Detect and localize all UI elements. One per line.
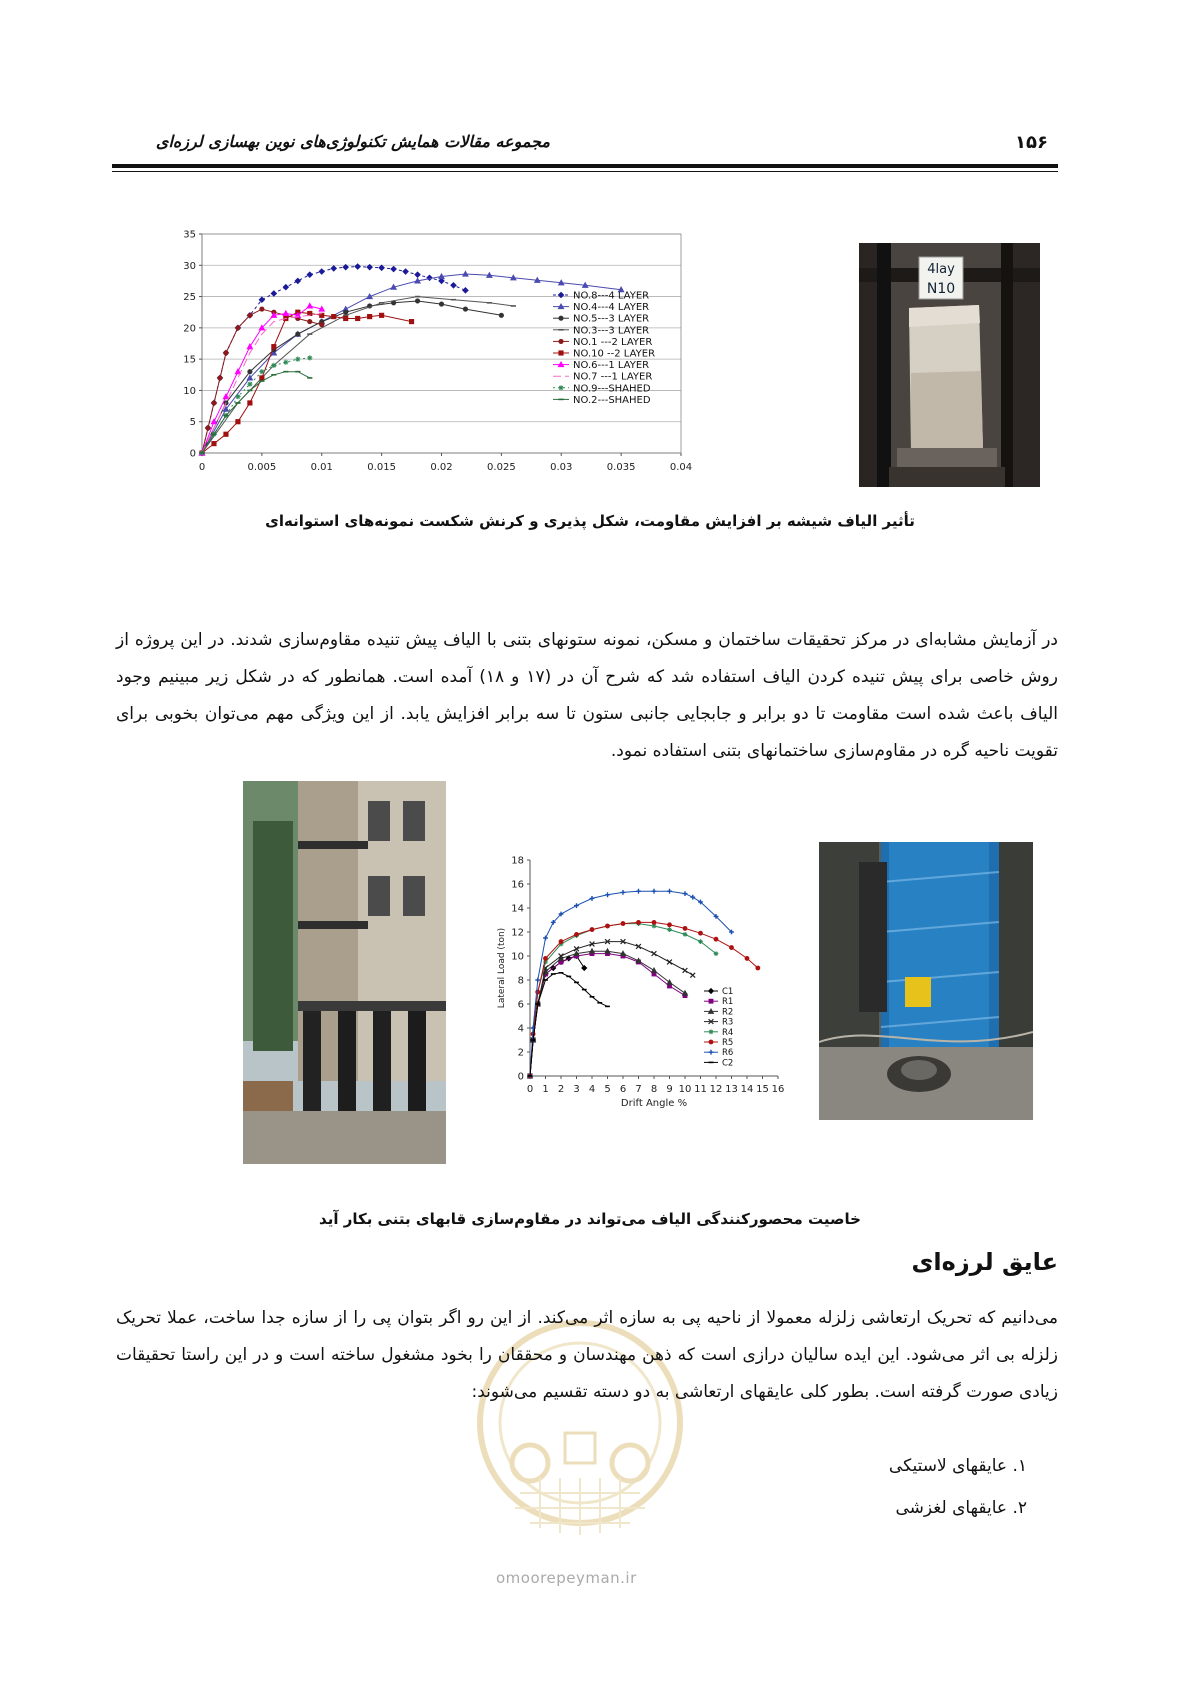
x-tick-label: 10 [678, 1084, 692, 1095]
data-point [690, 973, 695, 978]
data-point [544, 956, 548, 960]
y-tick-label: 10 [511, 951, 524, 963]
data-point [218, 376, 222, 380]
legend-marker [709, 989, 714, 994]
data-point [559, 280, 564, 285]
legend-label: NO.3---3 LAYER [573, 325, 650, 337]
x-tick-label: 0.005 [247, 462, 277, 473]
x-tick-label: 2 [557, 1084, 565, 1095]
data-point [379, 302, 384, 304]
data-point [605, 892, 610, 897]
y-tick-label: 12 [511, 927, 524, 939]
data-point [307, 303, 312, 308]
data-point [652, 889, 657, 894]
data-point [535, 1003, 540, 1005]
legend-marker [709, 1040, 713, 1044]
legend-marker [709, 1050, 714, 1055]
data-point [248, 313, 252, 317]
data-point [307, 355, 312, 360]
x-tick-label: 6 [619, 1084, 627, 1095]
data-point [667, 927, 672, 932]
data-point [295, 357, 300, 362]
x-tick-label: 4 [588, 1084, 596, 1095]
x-tick-label: 11 [694, 1084, 707, 1095]
data-point [212, 401, 216, 405]
data-point [451, 299, 456, 301]
data-point [391, 266, 396, 271]
data-point [683, 932, 688, 937]
legend-label: R2 [722, 1007, 734, 1018]
data-point [667, 960, 672, 965]
data-point [199, 452, 204, 454]
data-point [247, 390, 252, 392]
data-point [528, 1075, 533, 1077]
data-point [756, 966, 760, 970]
photo-building-retrofit [243, 781, 446, 1164]
data-point [574, 903, 579, 908]
data-point [307, 272, 312, 277]
data-point [211, 433, 216, 435]
legend-marker [558, 385, 563, 390]
legend [704, 987, 733, 1068]
legend-marker [709, 1029, 714, 1034]
data-point [259, 297, 264, 302]
y-tick-label: 20 [183, 323, 196, 335]
figure1-caption: تأثیر الیاف شیشه بر افزایش مقاومت، شکل پذیری و کرنش شکست نمونه‌های استوانه‌ای [265, 512, 915, 530]
legend-label: R4 [722, 1027, 734, 1038]
data-point [590, 949, 595, 953]
legend-label: R5 [722, 1037, 734, 1048]
data-point [597, 1002, 602, 1004]
data-point [236, 326, 240, 330]
data-point [652, 968, 657, 972]
data-point [248, 401, 252, 405]
data-point [511, 305, 516, 307]
legend-label: NO.7 ---1 LAYER [573, 371, 653, 383]
legend-label: R3 [722, 1017, 734, 1028]
series-r3 [528, 939, 696, 1078]
data-point [403, 269, 408, 274]
data-point [367, 294, 372, 299]
data-point [415, 272, 420, 277]
data-point [355, 264, 360, 269]
data-point [543, 979, 548, 981]
data-point [683, 926, 687, 930]
x-tick-label: 0.025 [487, 462, 516, 473]
data-point [206, 426, 210, 430]
legend-label: NO.8---4 LAYER [573, 290, 650, 302]
y-tick-label: 16 [511, 879, 524, 891]
data-point [296, 332, 300, 336]
x-tick-label: 1 [542, 1084, 549, 1095]
series-line [530, 956, 584, 1076]
data-point [295, 371, 300, 373]
data-point [574, 951, 579, 955]
data-point [463, 288, 468, 293]
legend-marker [559, 316, 563, 320]
data-point [499, 313, 503, 317]
y-tick-label: 15 [183, 354, 196, 366]
data-point [636, 889, 641, 894]
data-point [439, 302, 443, 306]
data-point [621, 951, 626, 955]
x-tick-label: 9 [666, 1084, 673, 1095]
data-point [652, 951, 657, 956]
list-item-sliding-isolators: ۲. عایقهای لغزشی [895, 1498, 1027, 1518]
y-tick-label: 6 [517, 999, 524, 1011]
data-point [535, 278, 540, 283]
x-tick-label: 0 [198, 462, 206, 473]
x-tick-label: 8 [650, 1084, 658, 1095]
data-point [590, 928, 594, 932]
watermark-site: omoorepeyman.ir [496, 1569, 637, 1587]
data-point [235, 402, 240, 404]
y-tick-label: 5 [189, 417, 196, 429]
running-title: مجموعه مقالات همایش تکنولوژی‌های نوین بهسازی لرزه‌ای [155, 132, 550, 151]
chart-stress-strain [175, 228, 750, 486]
y-tick-label: 2 [517, 1047, 524, 1059]
header-rule-thin [112, 171, 1058, 172]
series-c2 [528, 972, 610, 1077]
data-point [427, 275, 432, 280]
paragraph-seismic-isolation: می‌دانیم که تحریک ارتعاشی زلزله معمولا از ناحیه پی به سازه اثر می‌کند. از این رو اگر بتوان پی را از سازه جدا ساخت، عملا تحریک زلزله بی اثر می‌شود. این ایده سالیان درازی است که ذهن مهندسان و محققان را بخود مشغول ساخته است و در این راستا تحقیقات زیادی صورت گرفته است. بطور کلی عایقهای ارتعاشی به دو دسته تقسیم می‌شوند: [116, 1308, 1058, 1402]
data-point [391, 285, 396, 290]
data-point [636, 958, 641, 962]
data-point [690, 895, 695, 900]
x-tick-label: 0.02 [430, 462, 453, 473]
data-point [320, 323, 324, 327]
data-point [583, 283, 588, 288]
series-no-10-2-layer [200, 310, 414, 455]
data-point [621, 890, 626, 895]
photo-column-test-setup [819, 842, 1033, 1120]
x-tick-label: 3 [573, 1084, 580, 1095]
data-point [582, 966, 587, 971]
x-tick-label: 16 [771, 1084, 785, 1095]
data-point [714, 937, 718, 941]
data-point [652, 920, 656, 924]
paragraph-prestressed-fibers: در آزمایش مشابه‌ای در مرکز تحقیقات ساختمان و مسکن، نمونه ستونهای بتنی با الیاف پیش تنیده مقاوم‌سازی شدند. در این پروژه از روش خاصی برای پیش تنیده کردن الیاف استفاده شد که شرح آن در (۱۷ و ۱۸) آمده است. همانطور که در شکل زیر مبینیم وجود الیاف باعث شده است مقاومت تا دو برابر و جابجایی جانبی ستون تا سه برابر افزایش یابد. از این ویژگی مهم می‌توان بخوبی برای تقویت ناحیه گره در مقاوم‌سازی ساختمانهای بتنی استفاده نمود. [116, 630, 1058, 761]
data-point [559, 940, 563, 944]
series-r1 [528, 952, 687, 1078]
data-point [621, 922, 625, 926]
data-point [271, 374, 276, 376]
data-point [415, 278, 420, 283]
y-tick-label: 14 [511, 903, 524, 915]
series-no-8-4-layer [199, 264, 468, 456]
series-no-9-shahed [199, 355, 312, 455]
data-point [566, 976, 571, 978]
data-point [212, 442, 216, 446]
data-point [344, 310, 348, 314]
data-point [511, 275, 516, 280]
y-tick-label: 8 [517, 975, 524, 987]
series-line [530, 942, 693, 1076]
data-point [260, 376, 264, 380]
y-tick-label: 18 [511, 855, 524, 867]
series-line [530, 924, 716, 1076]
y-tick-label: 4 [517, 1023, 524, 1035]
y-tick-label: 35 [183, 229, 196, 241]
data-point [463, 271, 468, 276]
data-point [605, 1006, 610, 1008]
data-point [248, 370, 252, 374]
data-point [247, 344, 252, 349]
data-point [667, 889, 672, 894]
data-point [451, 283, 456, 288]
data-point [295, 278, 300, 283]
data-point [260, 307, 264, 311]
data-point [356, 316, 360, 320]
data-point [590, 996, 595, 998]
series-r6 [528, 889, 734, 1079]
data-point [380, 313, 384, 317]
x-axis-title: Drift Angle % [620, 1098, 688, 1109]
data-point [211, 419, 216, 424]
data-point [307, 377, 312, 379]
x-tick-label: 0.01 [310, 462, 333, 473]
data-point [283, 285, 288, 290]
legend [553, 291, 655, 406]
data-point [331, 266, 336, 271]
data-point [283, 360, 288, 365]
x-tick-label: 0.04 [669, 462, 693, 473]
data-point [332, 315, 336, 319]
photo-label-top: 4lay [927, 262, 955, 277]
data-point [531, 1039, 536, 1041]
y-tick-label: 25 [183, 292, 196, 304]
y-tick-label: 0 [517, 1071, 524, 1083]
data-point [223, 415, 228, 417]
legend-marker [709, 1062, 714, 1064]
data-point [415, 299, 419, 303]
x-tick-label: 14 [740, 1084, 754, 1095]
y-tick-label: 30 [183, 260, 196, 272]
data-point [235, 394, 240, 399]
data-point [224, 351, 228, 355]
legend-marker [558, 362, 563, 367]
legend-marker [558, 304, 563, 309]
legend-marker [558, 399, 563, 401]
data-point [574, 982, 579, 984]
x-tick-label: 15 [756, 1084, 769, 1095]
data-point [439, 274, 444, 279]
series-r4 [528, 921, 719, 1078]
series-line [202, 314, 322, 454]
data-point [699, 931, 703, 935]
x-tick-label: 7 [635, 1084, 642, 1095]
legend-marker [559, 339, 563, 343]
data-point [606, 924, 610, 928]
legend-label: C2 [722, 1058, 734, 1069]
data-point [551, 973, 556, 975]
list-item-rubber-isolators: ۱. عایقهای لاستیکی [888, 1456, 1027, 1476]
data-point [236, 420, 240, 424]
data-point [307, 333, 312, 335]
data-point [637, 920, 641, 924]
data-point [283, 371, 288, 373]
series-line [202, 267, 465, 454]
series-no-7-1-layer [202, 314, 322, 454]
legend-label: R6 [722, 1048, 734, 1059]
data-point [272, 345, 276, 349]
legend-label: NO.1 ---2 LAYER [573, 336, 653, 348]
legend-label: NO.6---1 LAYER [573, 360, 650, 372]
data-point [379, 265, 384, 270]
page-number: ۱۵۶ [1015, 132, 1048, 153]
data-point [559, 972, 564, 974]
header-rule-thick [112, 164, 1058, 168]
series-line [530, 891, 732, 1076]
photo-label-bottom: N10 [926, 281, 956, 297]
y-tick-label: 10 [183, 385, 196, 397]
data-point [319, 269, 324, 274]
y-tick-label: 0 [189, 448, 196, 460]
data-point [668, 923, 672, 927]
series-line [202, 274, 621, 453]
data-point [283, 311, 288, 316]
legend-label: NO.2---SHAHED [573, 394, 651, 406]
photo-wrapped-cylinder [859, 243, 1040, 487]
data-point [319, 306, 324, 311]
legend-marker [558, 329, 563, 331]
data-point [487, 302, 492, 304]
section-heading: عایق لرزه‌ای [911, 1248, 1058, 1276]
data-point [415, 296, 420, 298]
series-no-5-3-layer [200, 299, 504, 455]
data-point [344, 316, 348, 320]
data-point [730, 946, 734, 950]
data-point [271, 291, 276, 296]
x-tick-label: 0.015 [367, 462, 396, 473]
data-point [683, 891, 688, 896]
data-point [582, 989, 587, 991]
data-point [463, 307, 467, 311]
series-line [530, 954, 685, 1076]
figure2-caption: خاصیت محصورکنندگی الیاف می‌تواند در مقاوم‌سازی قابهای بتنی بکار آید [319, 1210, 861, 1228]
legend-marker [559, 351, 563, 355]
legend-marker [709, 999, 713, 1003]
legend-label: NO.5---3 LAYER [573, 313, 650, 325]
data-point [590, 896, 595, 901]
series-line [202, 301, 501, 453]
data-point [487, 273, 492, 278]
data-point [409, 320, 413, 324]
x-tick-label: 13 [725, 1084, 738, 1095]
data-point [605, 949, 610, 953]
legend-label: NO.4---4 LAYER [573, 302, 650, 314]
data-point [259, 380, 264, 382]
data-point [543, 936, 548, 941]
data-point [683, 968, 688, 973]
data-point [224, 432, 228, 436]
legend-marker [709, 1009, 714, 1013]
legend-label: NO.10 --2 LAYER [573, 348, 656, 360]
x-tick-label: 0.03 [550, 462, 573, 473]
x-tick-label: 5 [604, 1084, 611, 1095]
x-tick-label: 0.035 [606, 462, 636, 473]
data-point [745, 956, 749, 960]
series-line [202, 312, 412, 453]
x-tick-label: 12 [709, 1084, 723, 1095]
data-point [575, 932, 579, 936]
data-point [368, 315, 372, 319]
data-point [308, 320, 312, 324]
chart-load-drift [496, 848, 806, 1120]
legend-label: C1 [722, 986, 734, 997]
y-axis-title: Lateral Load (ton) [497, 927, 507, 1009]
x-tick-label: 0 [526, 1084, 534, 1095]
legend-label: NO.9---SHAHED [573, 383, 651, 395]
data-point [535, 978, 540, 983]
legend-label: R1 [722, 997, 734, 1008]
